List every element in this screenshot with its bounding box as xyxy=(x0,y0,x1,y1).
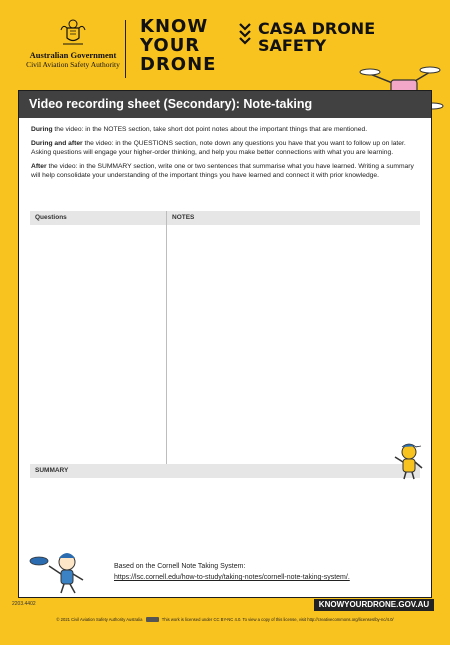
sheet-title: Video recording sheet (Secondary): Note-taking xyxy=(19,91,431,118)
gov-title: Australian Government xyxy=(29,50,117,60)
kyd-line-3: DRONE xyxy=(140,54,217,75)
chevron-down-icon xyxy=(239,22,251,46)
instruction-during xyxy=(31,125,423,135)
cornell-table-header xyxy=(30,211,420,225)
casa-line-1: CASA DRONE xyxy=(258,19,376,38)
copyright-right: This work is licensed under CC BY-NC 4.0. To view a copy of this license, visit http://creativecommons.org/licenses/by-nc/4.0/ xyxy=(161,617,394,622)
kyd-line-2: YOUR xyxy=(140,35,201,56)
coat-of-arms-icon xyxy=(58,18,88,48)
reference xyxy=(114,561,350,583)
summary-label: SUMMARY xyxy=(35,467,69,474)
instruction-after xyxy=(31,162,423,181)
reference-link[interactable]: https://lsc.cornell.edu/how-to-study/taking-notes/cornell-note-taking-system/. xyxy=(114,574,350,581)
instruction-text: the video: in the SUMMARY section, write one or two sentences that summarise what you have learned. Writing a summary will help consolidate your understanding of the important things you have learned and connect it with prior knowledge. xyxy=(31,162,414,180)
instruction-lead: During and after xyxy=(31,139,83,147)
summary-header xyxy=(30,464,420,478)
know-your-drone-logo xyxy=(140,17,220,74)
note-taking-sheet xyxy=(18,90,432,598)
copyright-footer xyxy=(0,617,450,622)
site-url[interactable]: KNOWYOURDRONE.GOV.AU xyxy=(314,599,434,611)
casa-drone-safety-title xyxy=(258,20,375,54)
header xyxy=(0,0,450,85)
cc-license-icon xyxy=(146,617,159,622)
kyd-line-1: KNOW xyxy=(140,16,209,37)
instruction-lead: During xyxy=(31,126,53,133)
questions-label: Questions xyxy=(35,214,67,221)
reference-line: Based on the Cornell Note Taking System: xyxy=(114,563,246,570)
instruction-during-after xyxy=(31,139,423,158)
gov-subtitle: Civil Aviation Safety Authority xyxy=(26,60,120,69)
notes-label: NOTES xyxy=(172,214,195,221)
kid-character-icon xyxy=(391,441,427,481)
instruction-text: the video: in the NOTES section, take short dot point notes about the important things that are mentioned. xyxy=(52,126,368,133)
copyright-left: © 2021 Civil Aviation Safety Authority Australia xyxy=(56,617,143,622)
girl-character-icon xyxy=(9,546,99,596)
document-code: 2203.4402 xyxy=(12,601,36,607)
instructions xyxy=(31,125,423,185)
instruction-lead: After xyxy=(31,162,47,170)
government-logo xyxy=(18,18,128,69)
casa-line-2: SAFETY xyxy=(258,36,327,55)
header-divider xyxy=(125,20,126,78)
instruction-text: the video: in the QUESTIONS section, note down any questions you have that you want to follow up on later. Asking questions will engage your higher-order thinking, and help you make better connections with what you are learning. xyxy=(31,139,406,157)
column-divider xyxy=(166,211,167,466)
